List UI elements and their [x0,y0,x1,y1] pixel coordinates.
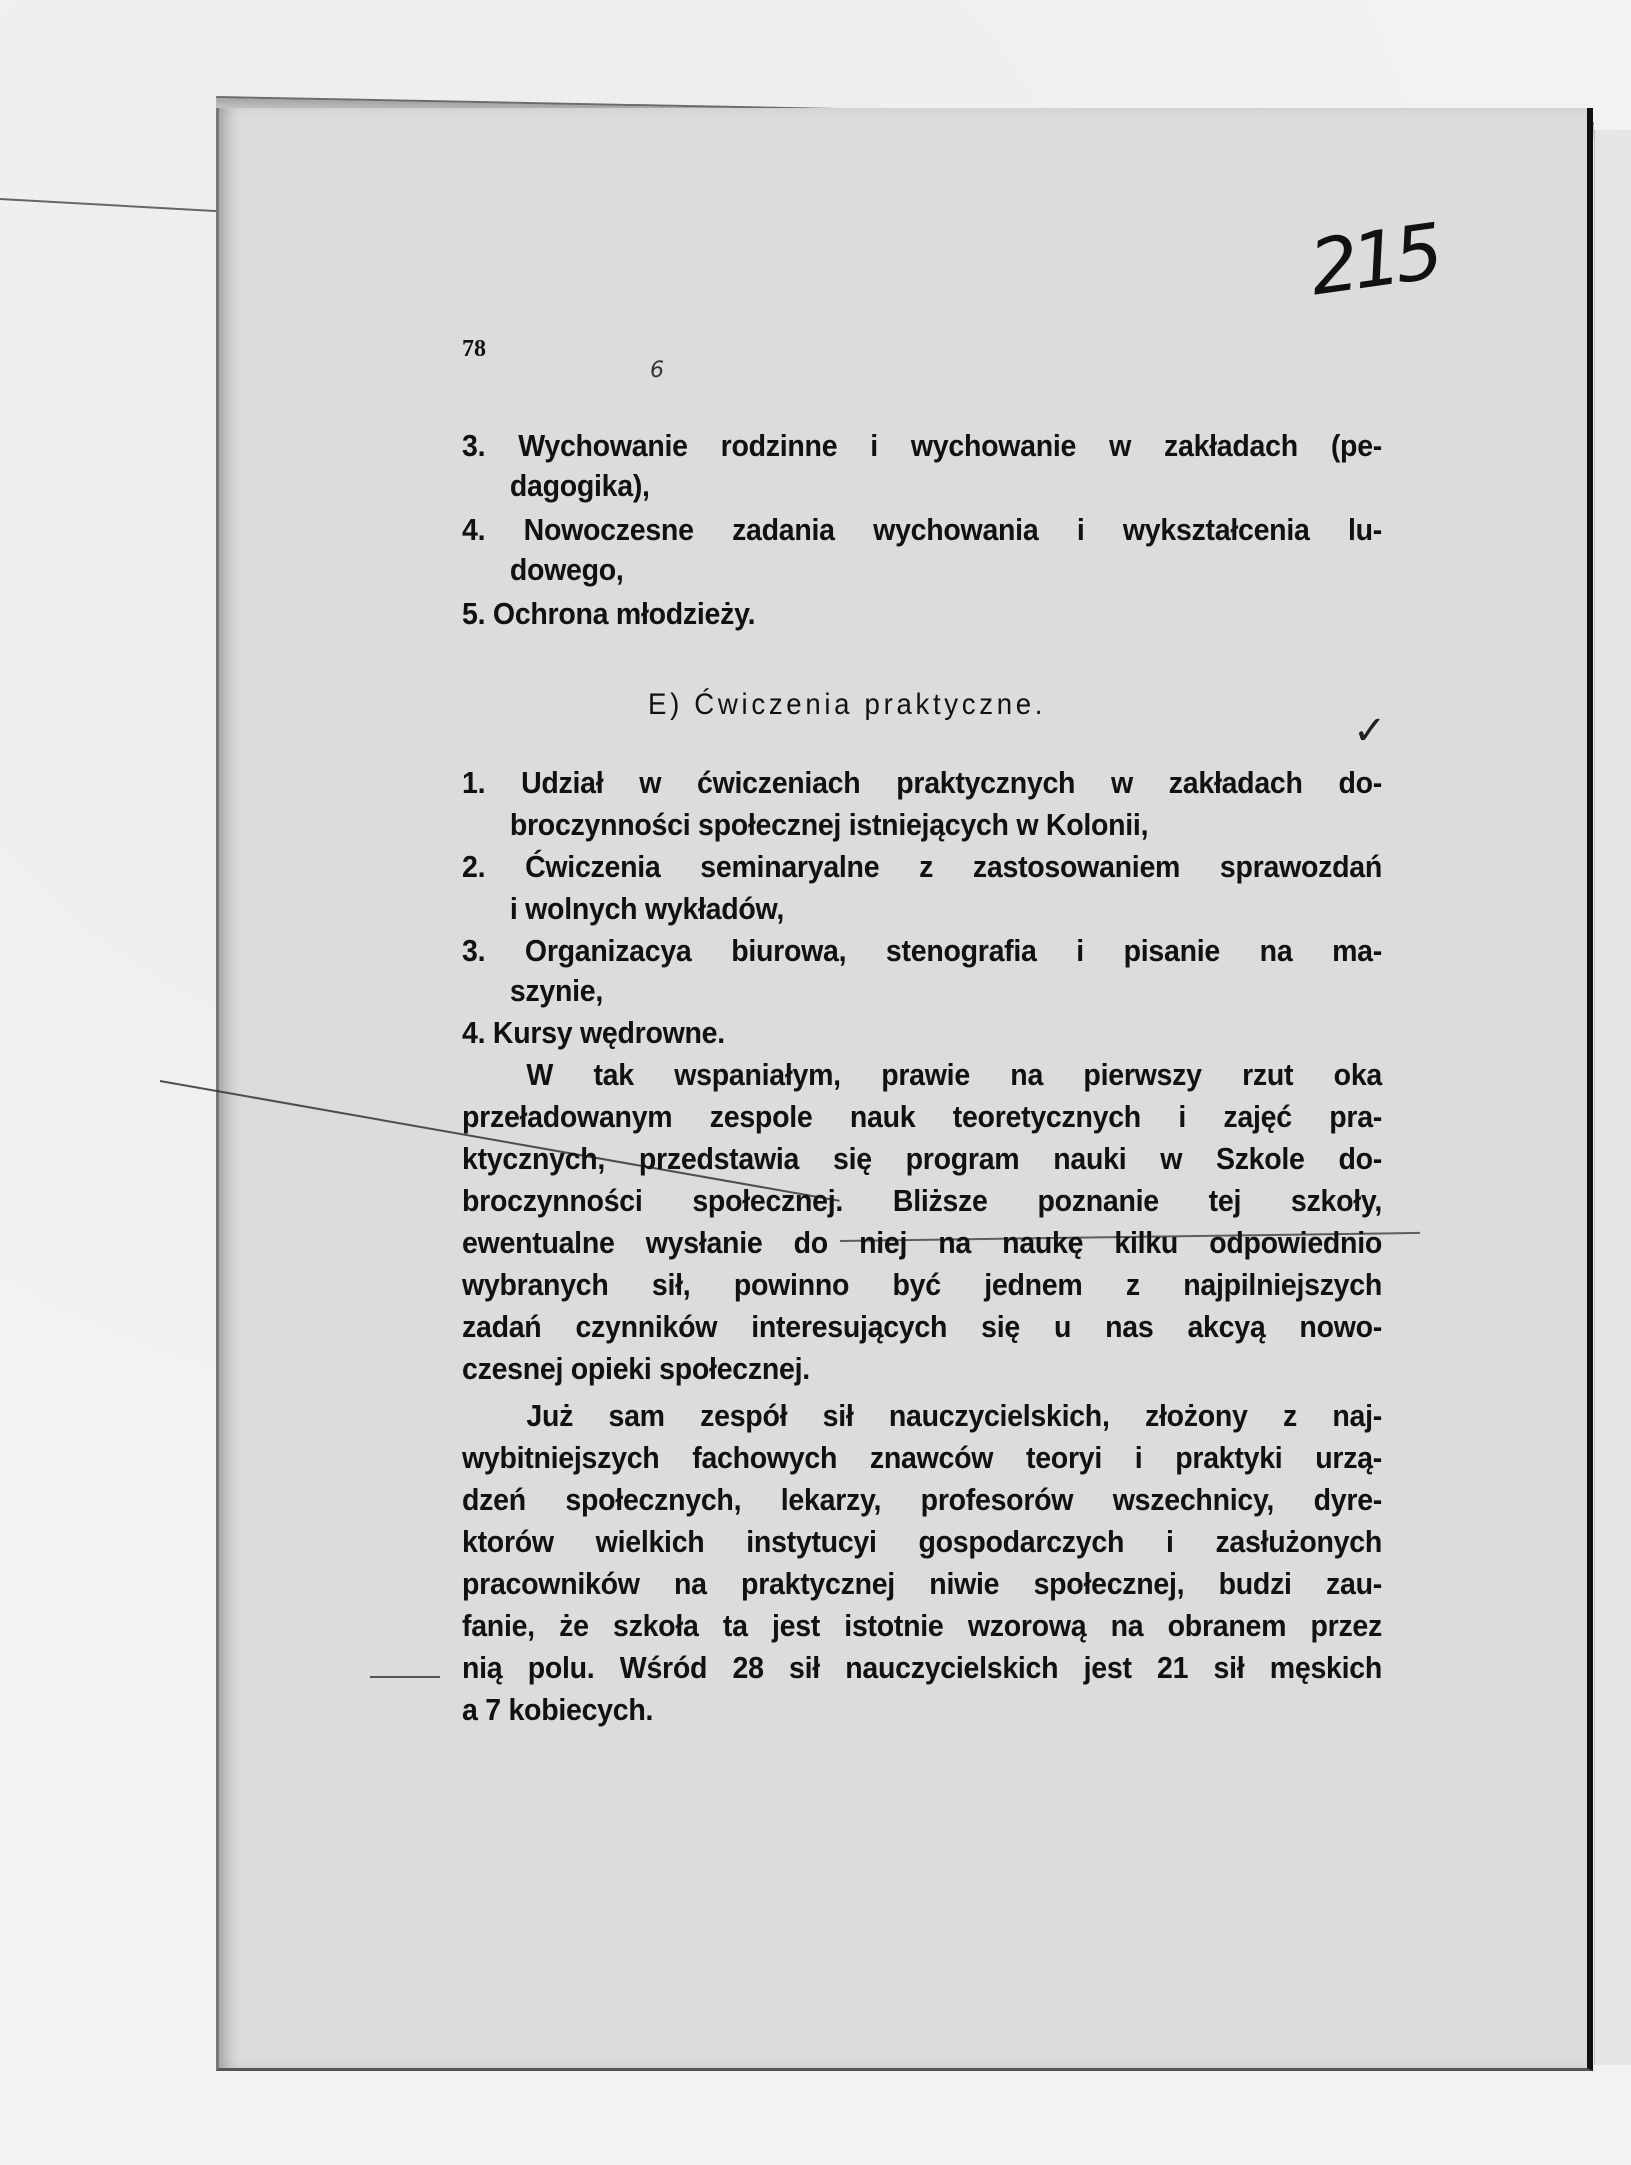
list-item-line: 1. Udział w ćwiczeniach praktycznych w zakładach do- [462,765,1382,800]
list-item-line: szynie, [509,973,604,1008]
paragraph-line: nią polu. Wśród 28 sił nauczycielskich jest 21 sił męskich [462,1650,1382,1685]
paragraph-line: wybitniejszych fachowych znawców teoryi i praktyki urzą- [462,1440,1382,1475]
paragraph-line: ktorów wielkich instytucyi gospodarczych i zasłużonych [462,1524,1382,1559]
adjacent-page-edge [1594,130,1631,2065]
page-number: 78 [462,336,486,362]
paragraph-line: dzeń społecznych, lekarzy, profesorów wszechnicy, dyre- [462,1482,1382,1517]
list-item-line: broczynności społecznej istniejących w Kolonii, [509,807,1149,842]
list-item-line: 4. Kursy wędrowne. [462,1015,725,1050]
section-heading: E) Ćwiczenia praktyczne. [648,688,1047,721]
list-item-line: 3. Wychowanie rodzinne i wychowanie w zakładach (pe- [462,428,1382,463]
list-item-line: 4. Nowoczesne zadania wychowania i wykształcenia lu- [462,512,1382,547]
list-item-line: 2. Ćwiczenia seminaryalne z zastosowaniem sprawozdań [462,849,1382,884]
handwritten-folio-number: 215 [1304,206,1443,313]
stray-line [370,1676,440,1678]
paragraph-line: fanie, że szkoła ta jest istotnie wzorową na obranem przez [462,1608,1382,1643]
list-item-line: dowego, [509,552,624,587]
list-item-line: i wolnych wykładów, [509,891,785,926]
list-item-line: 3. Organizacya biurowa, stenografia i pisanie na ma- [462,933,1382,968]
paragraph-line: przeładowanym zespole nauk teoretycznych i zajęć pra- [462,1099,1382,1134]
list-item-line: dagogika), [509,468,650,503]
paragraph-line: zadań czynników interesujących się u nas akcyą nowo- [462,1309,1382,1344]
handwritten-mark: 6 [650,358,664,383]
paragraph-line: wybranych sił, powinno być jednem z najpilniejszych [462,1267,1382,1302]
paragraph-line: broczynności społecznej. Bliższe poznanie tej szkoły, [462,1183,1382,1218]
list-item-line: 5. Ochrona młodzieży. [462,596,756,631]
paragraph-line: pracowników na praktycznej niwie społecznej, budzi zau- [462,1566,1382,1601]
paragraph-line: ktycznych, przedstawia się program nauki w Szkole do- [462,1141,1382,1176]
paragraph-line: czesnej opieki społecznej. [462,1351,810,1386]
paragraph-line: W tak wspaniałym, prawie na pierwszy rzut oka [526,1057,1382,1092]
paragraph-line: a 7 kobiecych. [462,1692,654,1727]
handwritten-check-mark: ✓ [1353,708,1387,754]
paragraph-line: Już sam zespół sił nauczycielskich, złożony z naj- [526,1398,1382,1433]
paragraph-line: ewentualne wysłanie do niej na naukę kilku odpowiednio [462,1225,1382,1260]
